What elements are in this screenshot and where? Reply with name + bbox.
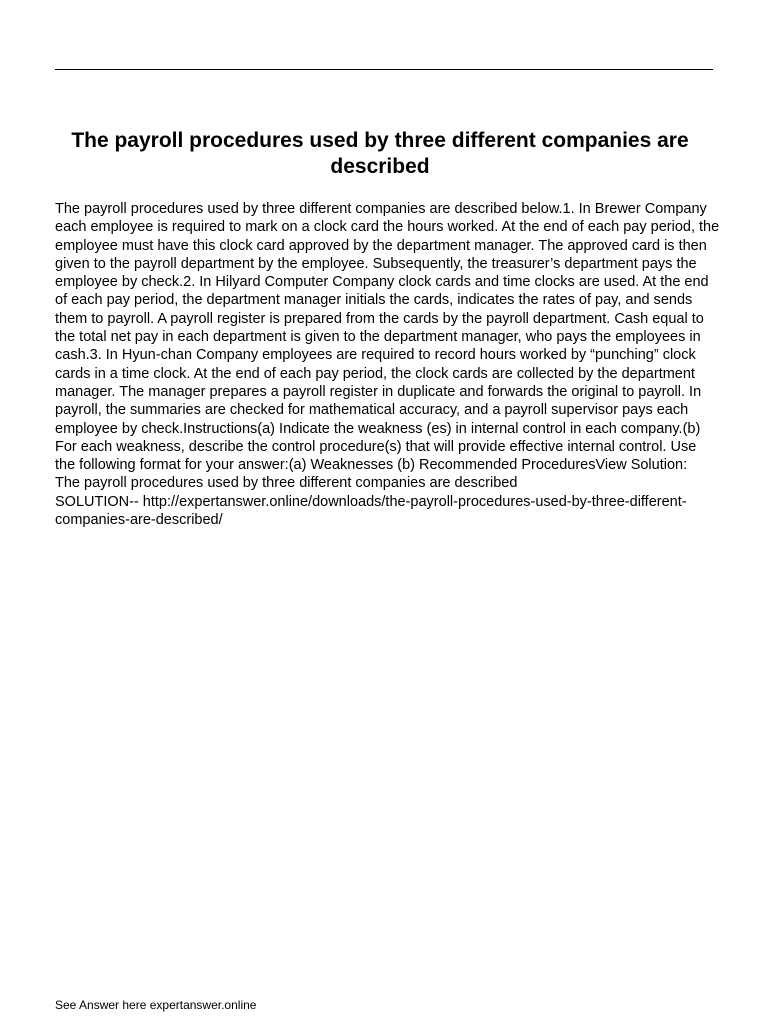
repeat-title-line: The payroll procedures used by three different companies are described [55, 475, 518, 492]
document-content [55, 200, 720, 529]
top-divider [55, 69, 713, 70]
solution-link[interactable]: SOLUTION-- http://expertanswer.online/downloads/the-payroll-procedures-used-by-three-different-companies-are-described/ [55, 493, 687, 529]
footer-text: See Answer here expertanswer.online [55, 998, 257, 1012]
document-title: The payroll procedures used by three different companies are described [71, 129, 689, 178]
body-paragraph: The payroll procedures used by three different companies are described below.1. In Brewer Company each employee is required to mark on a clock card the hours worked. At the end of each pay period, the employee must have this clock card approved by the department manager. The approved card is then given to the payroll department by the employee. Subsequently, the treasurer’s department pays the employee by check.2. In Hilyard Computer Company clock cards and time clocks are used. At the end of each pay period, the department manager initials the cards, indicates the rates of pay, and sends them to payroll. A payroll register is prepared from the cards by the payroll department. Cash equal to the total net pay in each department is given to the department manager, who pays the employees in cash.3. In Hyun-chan Company employees are required to record hours worked by “punching” clock cards in a time clock. At the end of each pay period, the clock cards are collected by the department manager. The manager prepares a payroll register in duplicate and forwards the original to payroll. In payroll, the summaries are checked for mathematical accuracy, and a payroll supervisor pays each employee by check.Instructions(a) Indicate the weakness (es) in internal control in each company.(b) For each weakness, describe the control procedure(s) that will provide effective internal control. Use the following format for your answer:(a) Weaknesses (b) Recommended ProceduresView Solution: [55, 201, 720, 474]
